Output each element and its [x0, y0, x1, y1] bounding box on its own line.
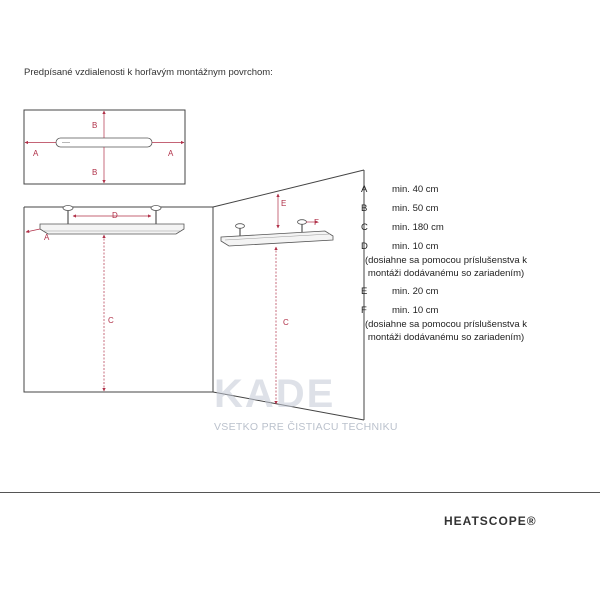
top-view-diagram: [24, 110, 185, 184]
label-c-ceiling: C: [283, 318, 289, 327]
brand-logo: HEATSCOPE®: [444, 514, 537, 528]
legend-key: A: [361, 184, 368, 195]
legend-value: min. 10 cm: [392, 241, 439, 252]
label-b-top: B: [92, 121, 98, 130]
legend-note-f: (dosiahne sa pomocou príslušenstva k montáži dodávanému so zariadením): [364, 319, 528, 343]
page-title: Predpísané vzdialenosti k horľavým montážnym povrchom:: [24, 67, 273, 78]
label-f: F: [314, 218, 319, 227]
label-c-wall: C: [108, 316, 114, 325]
label-a-wall: A: [44, 233, 50, 242]
footer-divider: [0, 492, 600, 493]
legend: [361, 184, 551, 350]
label-b-bottom: B: [92, 168, 98, 177]
legend-value: min. 50 cm: [392, 203, 439, 214]
legend-key: C: [361, 222, 368, 233]
legend-key: F: [361, 305, 367, 316]
legend-key: E: [361, 286, 368, 297]
legend-row-e: [361, 286, 551, 305]
legend-note-d: (dosiahne sa pomocou príslušenstva k montáži dodávanému so zariadením): [364, 255, 528, 279]
legend-row-b: [361, 203, 551, 222]
label-d: D: [112, 211, 118, 220]
legend-row-c: [361, 222, 551, 241]
legend-value: min. 20 cm: [392, 286, 439, 297]
heater-top-view: [56, 138, 152, 147]
legend-row-a: [361, 184, 551, 203]
watermark-slogan: VSETKO PRE ČISTIACU TECHNIKU: [214, 421, 398, 433]
legend-value: min. 180 cm: [392, 222, 444, 233]
legend-value: min. 40 cm: [392, 184, 439, 195]
label-a-right: A: [168, 149, 174, 158]
legend-key: B: [361, 203, 368, 214]
legend-value: min. 10 cm: [392, 305, 439, 316]
watermark-logo: KADE: [214, 372, 336, 416]
legend-key: D: [361, 241, 368, 252]
dim-a-wall-line: [26, 229, 40, 232]
label-e: E: [281, 199, 287, 208]
label-a-left: A: [33, 149, 39, 158]
